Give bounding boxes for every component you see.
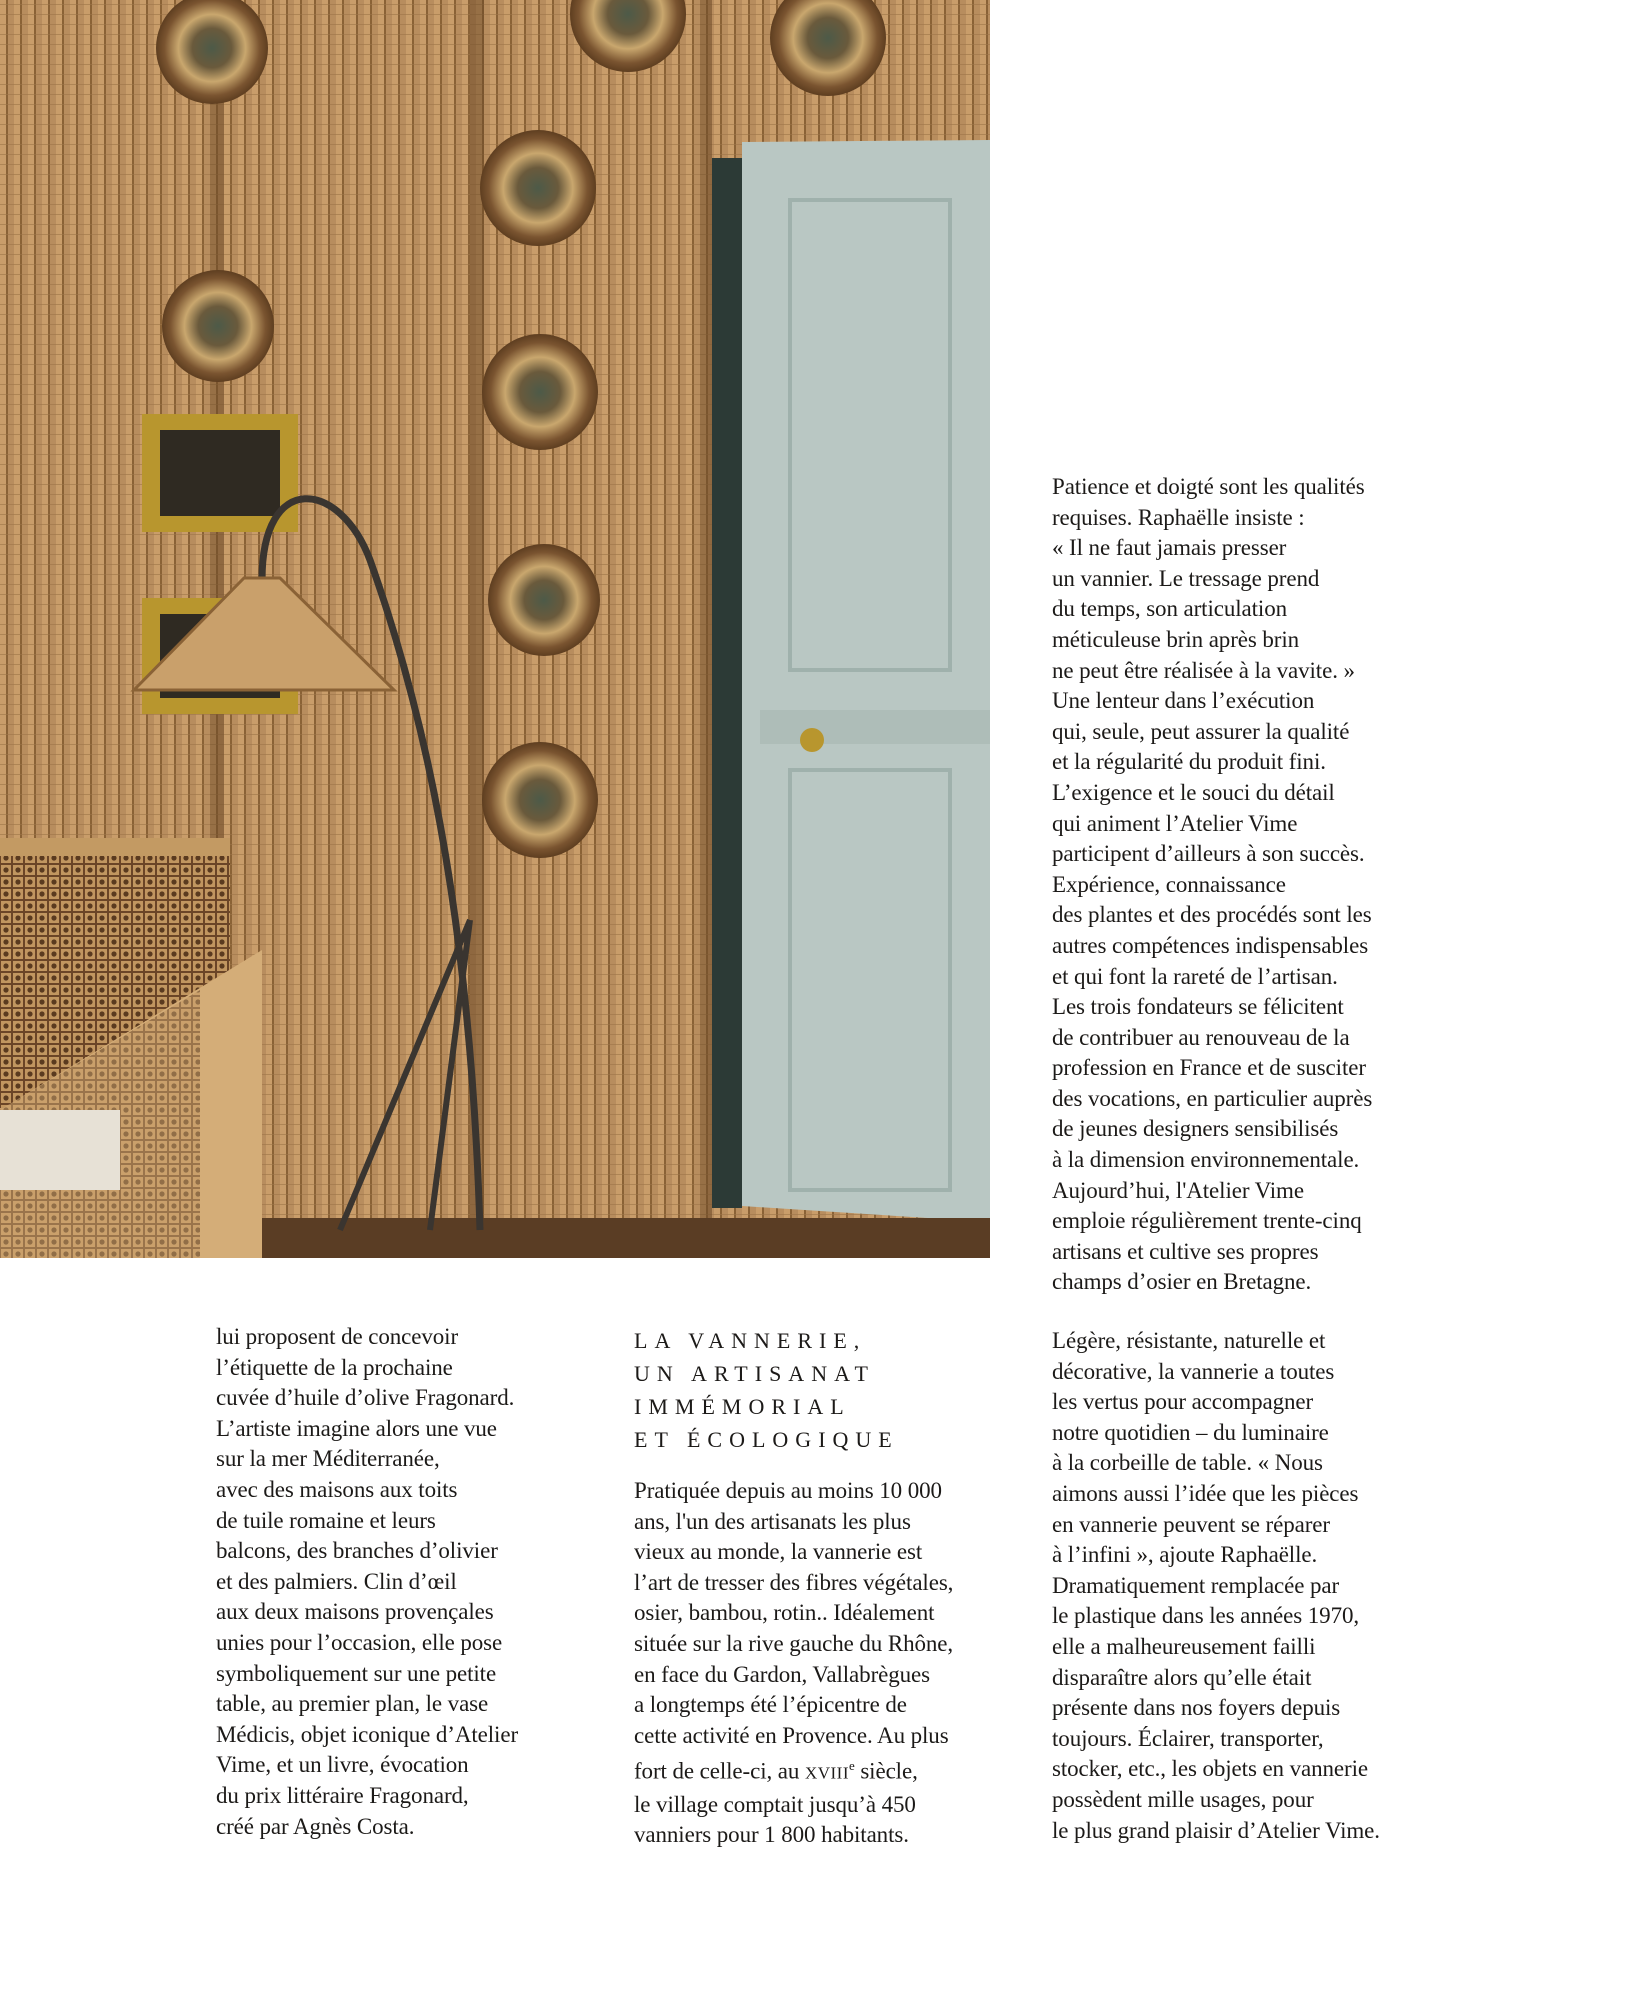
text-line: Vime, et un livre, évocation [216, 1752, 469, 1778]
text-line: sur la mer Méditerranée, [216, 1446, 440, 1472]
text-line: vanniers pour 1 800 habitants. [634, 1822, 909, 1848]
century-sup: e [849, 1758, 855, 1774]
text-line: vieux au monde, la vannerie est [634, 1539, 923, 1565]
text-line: osier, bambou, rotin.. Idéalement [634, 1600, 935, 1626]
text-line: aux deux maisons provençales [216, 1599, 494, 1625]
text-line: le plus grand plaisir d’Atelier Vime. [1052, 1817, 1380, 1843]
text-line: balcons, des branches d’olivier [216, 1538, 498, 1564]
plate [482, 742, 598, 858]
text-line: en face du Gardon, Vallabrègues [634, 1661, 930, 1687]
text-line: Patience et doigté sont les qualités [1052, 474, 1365, 499]
text-line: et la régularité du produit fini. [1052, 749, 1326, 775]
text-line: le village comptait jusqu’à 450 [634, 1791, 916, 1817]
heading-line: UN ARTISANAT [634, 1361, 875, 1386]
heading-line: ET ÉCOLOGIQUE [634, 1427, 899, 1452]
interior-photo [0, 0, 990, 1258]
text-line: Médicis, objet iconique d’Atelier [216, 1721, 519, 1747]
text-line: des plantes et des procédés sont les [1052, 902, 1372, 928]
text-line: Pratiquée depuis au moins 10 000 [634, 1478, 942, 1503]
heading-line: IMMÉMORIAL [634, 1394, 851, 1419]
text-line: avec des maisons aux toits [216, 1476, 458, 1502]
text-line: en vannerie peuvent se réparer [1052, 1511, 1330, 1537]
text-line: qui animent l’Atelier Vime [1052, 810, 1298, 836]
text-line: artisans et cultive ses propres [1052, 1238, 1319, 1264]
century-line-end: siècle, [854, 1759, 918, 1784]
cane-chair [0, 838, 262, 1258]
text-line: située sur la rive gauche du Rhône, [634, 1630, 954, 1656]
text-line: possèdent mille usages, pour [1052, 1786, 1314, 1812]
text-line: disparaître alors qu’elle était [1052, 1664, 1312, 1690]
text-line: Dramatiquement remplacée par [1052, 1572, 1340, 1598]
text-line: stocker, etc., les objets en vannerie [1052, 1756, 1368, 1782]
text-line: décorative, la vannerie a toutes [1052, 1358, 1335, 1384]
text-line: du prix littéraire Fragonard, [216, 1782, 469, 1808]
century-line-start: fort de celle-ci, au [634, 1759, 805, 1784]
cushion [0, 1110, 120, 1190]
text-line: méticuleuse brin après brin [1052, 626, 1300, 652]
text-line: participent d’ailleurs à son succès. [1052, 841, 1365, 867]
plate [488, 544, 600, 656]
text-line: profession en France et de susciter [1052, 1055, 1366, 1081]
text-line: emploie régulièrement trente-cinq [1052, 1208, 1362, 1234]
door-knob [800, 728, 824, 752]
text-column-middle [634, 1476, 1034, 1851]
text-line-century [634, 1751, 1034, 1789]
door-opening [712, 158, 742, 1208]
floor [260, 1218, 990, 1258]
text-line: qui, seule, peut assurer la qualité [1052, 718, 1350, 744]
text-line: Aujourd’hui, l'Atelier Vime [1052, 1177, 1304, 1203]
text-line: à la corbeille de table. « Nous [1052, 1450, 1323, 1476]
section-heading [634, 1324, 974, 1456]
text-line: de tuile romaine et leurs [216, 1507, 436, 1533]
text-line: à l’infini », ajoute Raphaëlle. [1052, 1542, 1318, 1568]
text-column-left [216, 1322, 616, 1842]
text-line: table, au premier plan, le vase [216, 1691, 489, 1717]
text-line: de contribuer au renouveau de la [1052, 1024, 1350, 1050]
text-line: symboliquement sur une petite [216, 1660, 497, 1686]
photo-illustration [0, 0, 990, 1258]
text-line: et qui font la rareté de l’artisan. [1052, 963, 1338, 989]
text-line: de jeunes designers sensibilisés [1052, 1116, 1339, 1142]
text-line: à la dimension environnementale. [1052, 1147, 1360, 1173]
text-column-right-top [1052, 472, 1492, 1298]
text-line: L’artiste imagine alors une vue [216, 1415, 497, 1441]
century-roman: XVIII [804, 1764, 849, 1783]
plate [480, 130, 596, 246]
text-line: un vannier. Le tressage prend [1052, 565, 1320, 591]
text-line: Expérience, connaissance [1052, 871, 1286, 897]
text-line: Une lenteur dans l’exécution [1052, 688, 1315, 714]
text-line: notre quotidien – du luminaire [1052, 1419, 1329, 1445]
text-line: requises. Raphaëlle insiste : [1052, 504, 1305, 530]
text-line: a longtemps été l’épicentre de [634, 1692, 907, 1718]
text-line: et des palmiers. Clin d’œil [216, 1568, 457, 1594]
door [742, 140, 990, 1222]
text-line: cuvée d’huile d’olive Fragonard. [216, 1385, 515, 1411]
text-line: l’étiquette de la prochaine [216, 1354, 453, 1380]
text-line: L’exigence et le souci du détail [1052, 779, 1335, 805]
text-line: des vocations, en particulier auprès [1052, 1085, 1373, 1111]
heading-line: LA VANNERIE, [634, 1328, 867, 1353]
text-line: autres compétences indispensables [1052, 932, 1369, 958]
text-line: unies pour l’occasion, elle pose [216, 1629, 503, 1655]
text-line: Les trois fondateurs se félicitent [1052, 994, 1344, 1020]
text-column-right-bottom [1052, 1326, 1492, 1846]
text-line: l’art de tresser des fibres végétales, [634, 1569, 954, 1595]
text-line: elle a malheureusement failli [1052, 1633, 1316, 1659]
text-line: aimons aussi l’idée que les pièces [1052, 1480, 1359, 1506]
text-line: toujours. Éclairer, transporter, [1052, 1725, 1324, 1751]
plate [482, 334, 598, 450]
plate [162, 270, 274, 382]
text-line: cette activité en Provence. Au plus [634, 1722, 949, 1748]
text-line: présente dans nos foyers depuis [1052, 1695, 1341, 1721]
text-line: lui proposent de concevoir [216, 1324, 459, 1349]
text-line: créé par Agnès Costa. [216, 1813, 415, 1839]
text-line: champs d’osier en Bretagne. [1052, 1269, 1312, 1295]
text-line: du temps, son articulation [1052, 596, 1288, 622]
text-line: ans, l'un des artisanats les plus [634, 1508, 911, 1534]
text-line: le plastique dans les années 1970, [1052, 1603, 1360, 1629]
text-line: ne peut être réalisée à la vavite. » [1052, 657, 1355, 683]
text-line: « Il ne faut jamais presser [1052, 535, 1287, 561]
text-line: les vertus pour accompagner [1052, 1389, 1314, 1415]
text-line: Légère, résistante, naturelle et [1052, 1328, 1326, 1353]
